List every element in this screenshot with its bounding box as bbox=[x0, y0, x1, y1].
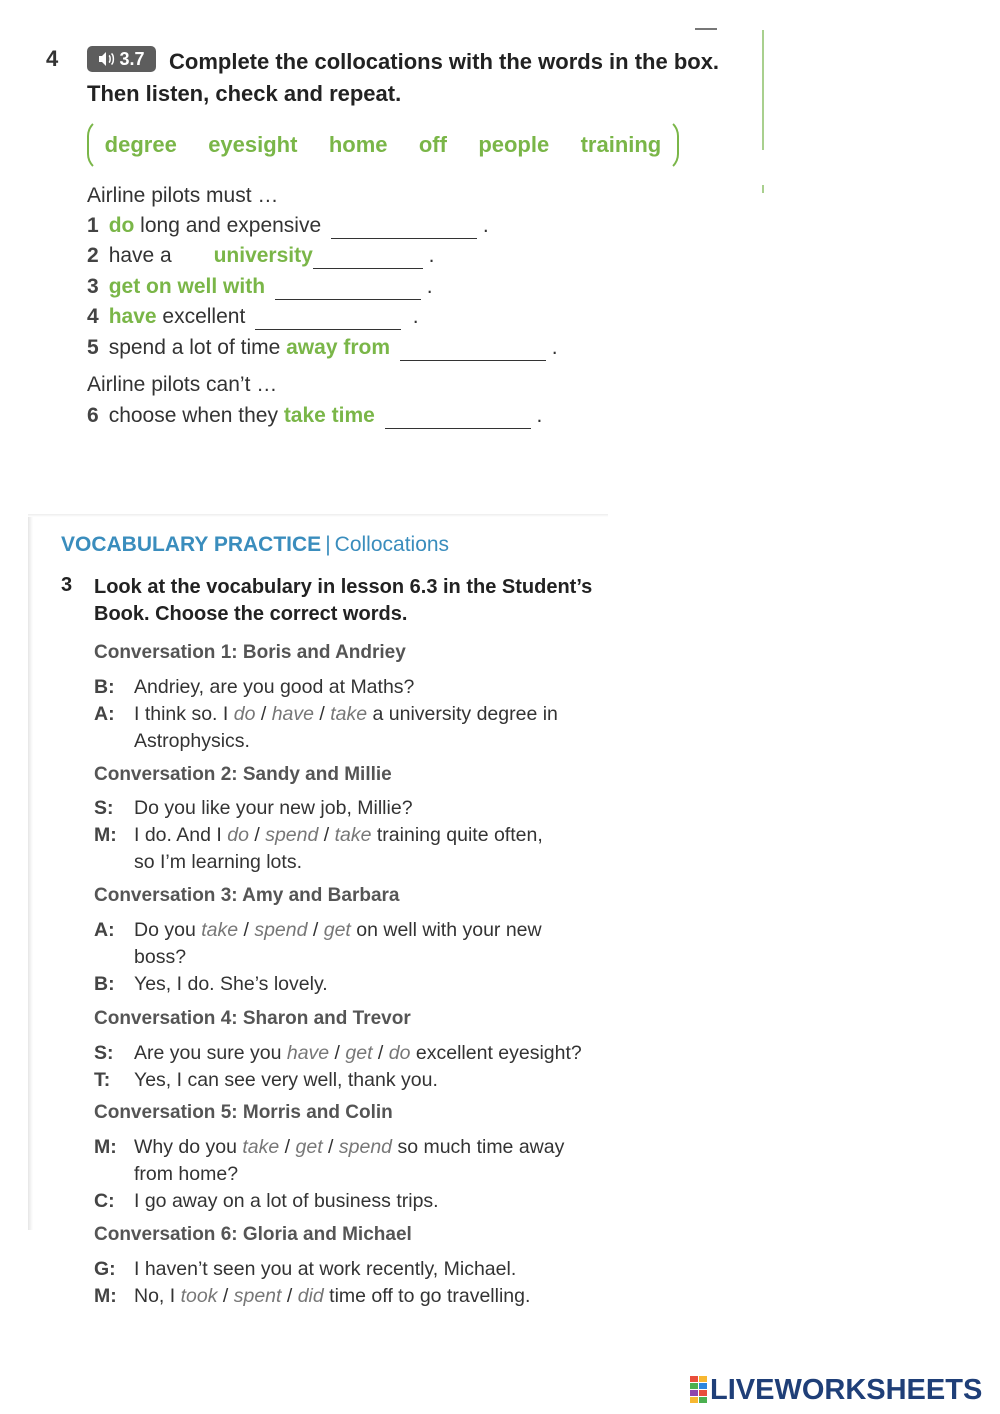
item-number: 4 bbox=[87, 305, 99, 328]
word-option[interactable]: take bbox=[334, 824, 372, 846]
liveworksheets-logo[interactable] bbox=[690, 1374, 982, 1407]
word-box-item: training bbox=[580, 132, 662, 157]
dialogue-text: on well with your new bbox=[350, 919, 542, 941]
collocation-item-6 bbox=[87, 402, 542, 430]
intro-must: Airline pilots must … bbox=[87, 184, 279, 207]
item-number: 6 bbox=[87, 404, 99, 427]
audio-track-button[interactable] bbox=[87, 46, 156, 72]
exercise-3-number: 3 bbox=[61, 574, 73, 596]
dialogue-text: Do you like your new job, Millie? bbox=[134, 797, 413, 819]
dialogue-line: M: No, I took / spent / did time off to go travelling. bbox=[94, 1283, 530, 1310]
collocation-item-3 bbox=[87, 273, 433, 301]
exercise-4-instruction: Complete the collocations with the words in the box. Then listen, check and repeat. bbox=[87, 49, 720, 106]
collocation-item-1 bbox=[87, 212, 489, 240]
answer-input-2[interactable] bbox=[313, 246, 423, 269]
dialogue-line bbox=[94, 795, 413, 822]
speaker-label: M: bbox=[94, 1285, 117, 1307]
word-option[interactable]: do bbox=[233, 703, 256, 725]
dialogue-text: Do you bbox=[134, 919, 202, 941]
word-box-item: home bbox=[328, 132, 388, 157]
word-option[interactable]: get bbox=[345, 1042, 373, 1064]
speaker-label: A: bbox=[94, 919, 115, 941]
dialogue-text: training quite often, bbox=[371, 824, 543, 846]
item-keyword: do bbox=[108, 214, 135, 237]
item-number: 5 bbox=[87, 336, 99, 359]
dialogue-text: Why do you bbox=[134, 1136, 243, 1158]
dialogue-text: time off to go travelling. bbox=[323, 1285, 531, 1307]
answer-input-1[interactable] bbox=[331, 216, 477, 239]
conversation-title: Conversation 6: Gloria and Michael bbox=[94, 1224, 412, 1245]
dialogue-text: a university degree in bbox=[367, 703, 558, 725]
item-period: . bbox=[536, 404, 543, 427]
word-box bbox=[87, 118, 679, 172]
dialogue-text: excellent eyesight? bbox=[410, 1042, 582, 1064]
item-number: 1 bbox=[87, 214, 99, 237]
heading-separator: | bbox=[325, 533, 331, 556]
margin-tick bbox=[762, 185, 764, 193]
speaker-label: B: bbox=[94, 973, 115, 995]
conversation-title: Conversation 5: Morris and Colin bbox=[94, 1102, 393, 1123]
conversation-title: Conversation 2: Sandy and Millie bbox=[94, 764, 392, 785]
dialogue-line bbox=[94, 1256, 516, 1283]
audio-track-label: 3.7 bbox=[119, 48, 145, 69]
item-keyword: university bbox=[213, 244, 313, 267]
panel-top-shadow bbox=[28, 514, 608, 517]
item-period: . bbox=[412, 305, 419, 328]
item-text: have a bbox=[108, 244, 178, 267]
item-period: . bbox=[482, 214, 489, 237]
word-option[interactable]: took bbox=[180, 1285, 218, 1307]
answer-input-6[interactable] bbox=[385, 406, 531, 429]
word-box-item: off bbox=[418, 132, 447, 157]
dialogue-line bbox=[94, 1067, 438, 1094]
item-number: 2 bbox=[87, 244, 99, 267]
liveworksheets-logo-icon bbox=[690, 1376, 708, 1406]
collocation-item-4 bbox=[87, 303, 419, 331]
dialogue-continuation bbox=[94, 944, 186, 971]
speaker-label: B: bbox=[94, 676, 115, 698]
dialogue-line: M: I do. And I do / spend / take training quite often, bbox=[94, 822, 543, 849]
dialogue-line bbox=[94, 674, 414, 701]
dialogue-line: A: Do you take / spend / get on well with your new bbox=[94, 917, 542, 944]
dialogue-text: boss? bbox=[134, 946, 187, 968]
item-text: choose when they bbox=[108, 404, 284, 427]
item-keyword: take time bbox=[283, 404, 375, 427]
word-option[interactable]: do bbox=[388, 1042, 411, 1064]
collocation-item-5 bbox=[87, 334, 558, 362]
conversation-title: Conversation 1: Boris and Andriey bbox=[94, 642, 406, 663]
section-heading bbox=[61, 533, 449, 557]
dialogue-line: A: I think so. I do / have / take a university degree in bbox=[94, 701, 558, 728]
word-option[interactable]: have bbox=[271, 703, 314, 725]
word-option[interactable]: get bbox=[323, 919, 351, 941]
item-text: long and expensive bbox=[134, 214, 322, 237]
collocation-item-2 bbox=[87, 242, 434, 270]
intro-cant: Airline pilots can’t … bbox=[87, 373, 278, 396]
conversation-title: Conversation 4: Sharon and Trevor bbox=[94, 1008, 411, 1029]
dialogue-text: I think so. I bbox=[134, 703, 234, 725]
dialogue-text: so I’m learning lots. bbox=[134, 851, 302, 873]
answer-input-5[interactable] bbox=[400, 338, 546, 361]
item-number: 3 bbox=[87, 275, 99, 298]
dialogue-text: No, I bbox=[134, 1285, 181, 1307]
dialogue-line bbox=[94, 971, 328, 998]
item-keyword: have bbox=[108, 305, 157, 328]
speaker-icon bbox=[98, 51, 116, 67]
dialogue-continuation bbox=[94, 728, 250, 755]
word-option[interactable]: get bbox=[295, 1136, 323, 1158]
answer-input-4[interactable] bbox=[255, 307, 401, 330]
item-period: . bbox=[426, 275, 433, 298]
dialogue-text: Andriey, are you good at Maths? bbox=[134, 676, 415, 698]
dialogue-text: from home? bbox=[134, 1163, 239, 1185]
exercise-3-instruction: Look at the vocabulary in lesson 6.3 in the Student’s Book. Choose the correct words. bbox=[94, 576, 593, 625]
conversation-title: Conversation 3: Amy and Barbara bbox=[94, 885, 400, 906]
liveworksheets-logo-text: LIVEWORKSHEETS bbox=[710, 1374, 983, 1406]
speaker-label: G: bbox=[94, 1258, 116, 1280]
speaker-label: T: bbox=[94, 1069, 111, 1091]
item-text: spend a lot of time bbox=[108, 336, 287, 359]
speaker-label: C: bbox=[94, 1190, 115, 1212]
corner-dash bbox=[695, 28, 717, 30]
speaker-label: A: bbox=[94, 703, 115, 725]
item-keyword: get on well with bbox=[108, 275, 266, 298]
word-option[interactable]: take bbox=[201, 919, 239, 941]
margin-rule bbox=[762, 30, 764, 150]
word-option[interactable]: have bbox=[286, 1042, 330, 1064]
speaker-label: M: bbox=[94, 1136, 117, 1158]
dialogue-continuation bbox=[94, 849, 302, 876]
panel-shadow bbox=[28, 514, 33, 1230]
item-text: excellent bbox=[156, 305, 246, 328]
item-period: . bbox=[428, 244, 435, 267]
dialogue-text: I do. And I bbox=[134, 824, 228, 846]
section-heading-title: VOCABULARY PRACTICE bbox=[61, 533, 322, 556]
word-option[interactable]: take bbox=[242, 1136, 280, 1158]
section-heading-topic: Collocations bbox=[334, 533, 450, 556]
dialogue-text: I haven’t seen you at work recently, Michael. bbox=[134, 1258, 517, 1280]
dialogue-line: S: Are you sure you have / get / do excellent eyesight? bbox=[94, 1040, 582, 1067]
dialogue-text: so much time away bbox=[392, 1136, 565, 1158]
exercise-4-number: 4 bbox=[46, 46, 59, 71]
dialogue-line: M: Why do you take / get / spend so much time away bbox=[94, 1134, 564, 1161]
word-option[interactable]: did bbox=[297, 1285, 324, 1307]
word-option[interactable]: spend bbox=[254, 919, 308, 941]
dialogue-line bbox=[94, 1188, 439, 1215]
item-period: . bbox=[551, 336, 558, 359]
word-option[interactable]: take bbox=[330, 703, 368, 725]
dialogue-continuation bbox=[94, 1161, 238, 1188]
speaker-label: S: bbox=[94, 797, 114, 819]
speaker-label: M: bbox=[94, 824, 117, 846]
word-option[interactable]: do bbox=[227, 824, 249, 846]
dialogue-text: Yes, I can see very well, thank you. bbox=[134, 1069, 438, 1091]
dialogue-text: Astrophysics. bbox=[134, 730, 250, 752]
answer-input-3[interactable] bbox=[275, 277, 421, 300]
word-option[interactable]: spent bbox=[233, 1285, 282, 1307]
speaker-label: S: bbox=[94, 1042, 114, 1064]
dialogue-text: I go away on a lot of business trips. bbox=[134, 1190, 439, 1212]
word-box-item: degree bbox=[104, 132, 177, 157]
item-keyword: away from bbox=[286, 336, 390, 359]
word-option[interactable]: spend bbox=[338, 1136, 393, 1158]
dialogue-text: Are you sure you bbox=[134, 1042, 287, 1064]
dialogue-text: Yes, I do. She’s lovely. bbox=[134, 973, 328, 995]
word-box-item: people bbox=[478, 132, 550, 157]
word-box-item: eyesight bbox=[208, 132, 298, 157]
word-option[interactable]: spend bbox=[265, 824, 319, 846]
